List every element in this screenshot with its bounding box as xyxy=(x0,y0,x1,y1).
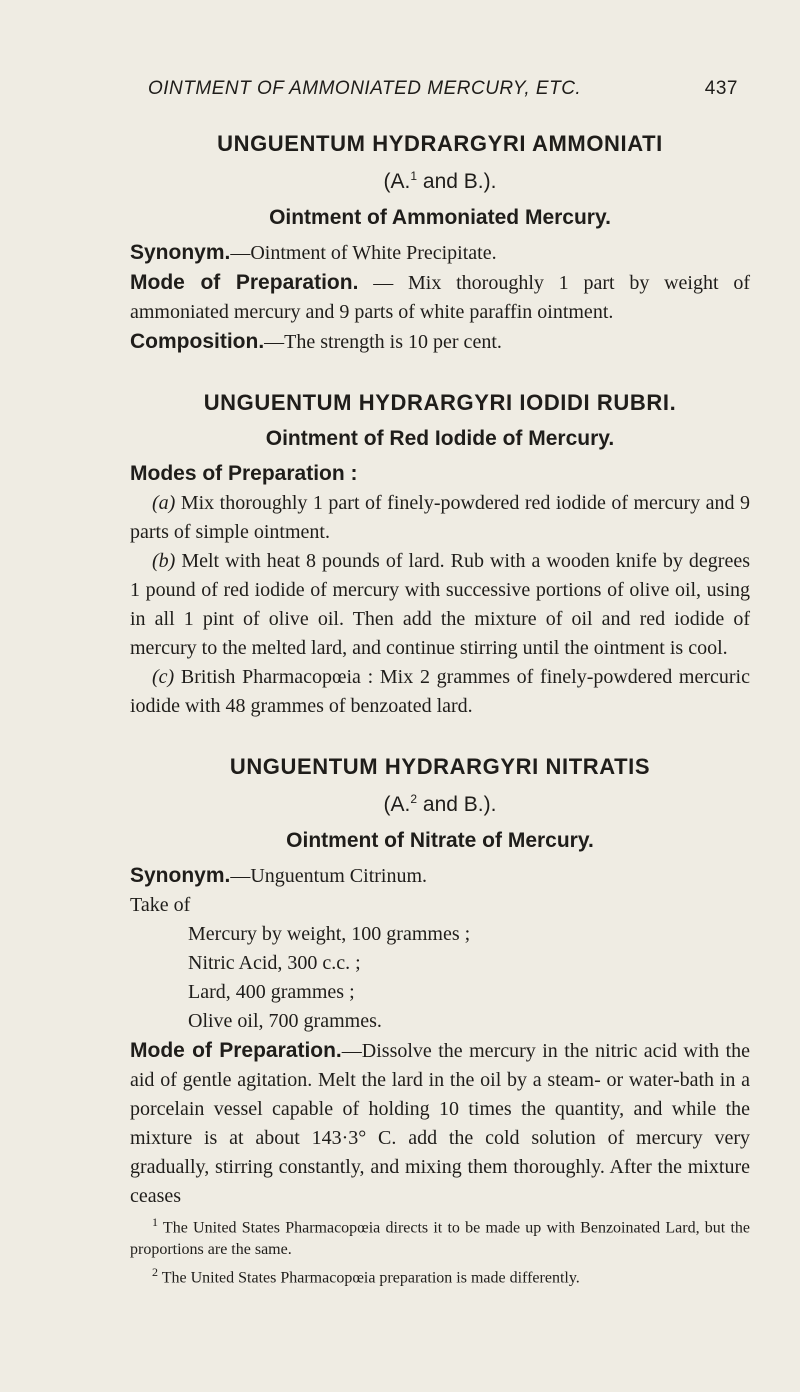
ingredient-list xyxy=(130,920,750,1036)
mode-label: Mode of Preparation. xyxy=(130,1039,342,1062)
footnote-text: The United States Pharmacopœia directs it to be made up with Benzoinated Lard, but the proportions are the same. xyxy=(130,1219,750,1259)
synonym-paragraph xyxy=(130,861,750,891)
method-b xyxy=(130,547,750,663)
footnote-2 xyxy=(130,1261,750,1289)
method-c xyxy=(130,663,750,721)
ref-open: (A. xyxy=(383,793,411,816)
ref-open: (A. xyxy=(383,170,411,193)
list-item: Nitric Acid, 300 c.c. ; xyxy=(188,952,361,974)
pharmacopoeia-ref xyxy=(130,783,750,821)
section-subtitle: Ointment of Red Iodide of Mercury. xyxy=(265,427,615,450)
mode-paragraph xyxy=(130,1036,750,1211)
method-text: British Pharmacopœia : Mix 2 grammes of finely-powdered mercuric iodide with 48 grammes of benzoated lard. xyxy=(130,666,750,717)
method-a xyxy=(130,489,750,547)
footnote-1 xyxy=(130,1211,750,1261)
section-title-ammoniati: UNGUENTUM HYDRARGYRI AMMONIATI xyxy=(217,131,663,156)
mode-label: Mode of Preparation. xyxy=(130,271,359,294)
modes-heading xyxy=(130,459,750,489)
page-body xyxy=(130,128,750,1290)
section-title-nitratis: UNGUENTUM HYDRARGYRI NITRATIS xyxy=(229,754,651,779)
synonym-paragraph xyxy=(130,238,750,268)
method-marker: (b) xyxy=(152,550,176,572)
modes-label: Modes of Preparation : xyxy=(130,462,358,485)
list-item: Mercury by weight, 100 grammes ; xyxy=(188,923,471,945)
method-text: Mix thoroughly 1 part of finely-powdered red iodide of mercury and 9 parts of simple ointment. xyxy=(130,492,750,543)
footnote-ref: 1 xyxy=(410,169,418,183)
ref-close: and B.). xyxy=(417,170,497,193)
take-of: Take of xyxy=(130,894,191,916)
pharmacopoeia-ref xyxy=(130,160,750,198)
list-item: Lard, 400 grammes ; xyxy=(188,981,355,1003)
ref-close: and B.). xyxy=(417,793,497,816)
synonym-text: —Unguentum Citrinum. xyxy=(230,865,428,887)
synonym-text: —Ointment of White Precipitate. xyxy=(230,242,497,264)
list-item: Olive oil, 700 grammes. xyxy=(188,1010,382,1032)
footnote-mark: 1 xyxy=(152,1215,158,1229)
mode-paragraph xyxy=(130,268,750,327)
footnote-ref: 2 xyxy=(410,792,418,806)
page-number: 437 xyxy=(704,78,738,99)
footnote-mark: 2 xyxy=(152,1265,158,1280)
running-title: OINTMENT OF AMMONIATED MERCURY, ETC. xyxy=(148,78,582,99)
section-subtitle: Ointment of Nitrate of Mercury. xyxy=(286,829,594,852)
footnote-text: The United States Pharmacopœia preparation is made differently. xyxy=(158,1269,580,1287)
method-marker: (a) xyxy=(152,492,176,514)
composition-paragraph xyxy=(130,327,750,357)
composition-text: —The strength is 10 per cent. xyxy=(264,331,502,353)
section-title-iodidi: UNGUENTUM HYDRARGYRI IODIDI RUBRI. xyxy=(203,390,677,415)
running-header xyxy=(148,78,738,100)
synonym-label: Synonym. xyxy=(130,864,231,887)
mode-text: —Dissolve the mercury in the nitric acid with the aid of gentle agitation. Melt the lard in the oil by a steam- or water-bath in a porcelain vessel capable of holding 10 times the quantity, and while the mixture is at about 143·3° C. add the cold solution of mercury very gradually, stirring constantly, and mixing them thoroughly. After the mixture ceases xyxy=(130,1040,751,1207)
composition-label: Composition. xyxy=(130,330,265,353)
mode-text: — Mix thoroughly 1 part by weight of ammoniated mercury and 9 parts of white paraffin ointment. xyxy=(130,272,750,323)
method-marker: (c) xyxy=(152,666,175,688)
synonym-label: Synonym. xyxy=(130,241,231,264)
section-subtitle: Ointment of Ammoniated Mercury. xyxy=(269,206,611,229)
method-text: Melt with heat 8 pounds of lard. Rub with a wooden knife by degrees 1 pound of red iodide of mercury with successive portions of olive oil, using in all 1 pint of olive oil. Then add the mixture of oil and red iodide of mercury to the melted lard, and continue stirring until the ointment is cool. xyxy=(130,550,750,659)
